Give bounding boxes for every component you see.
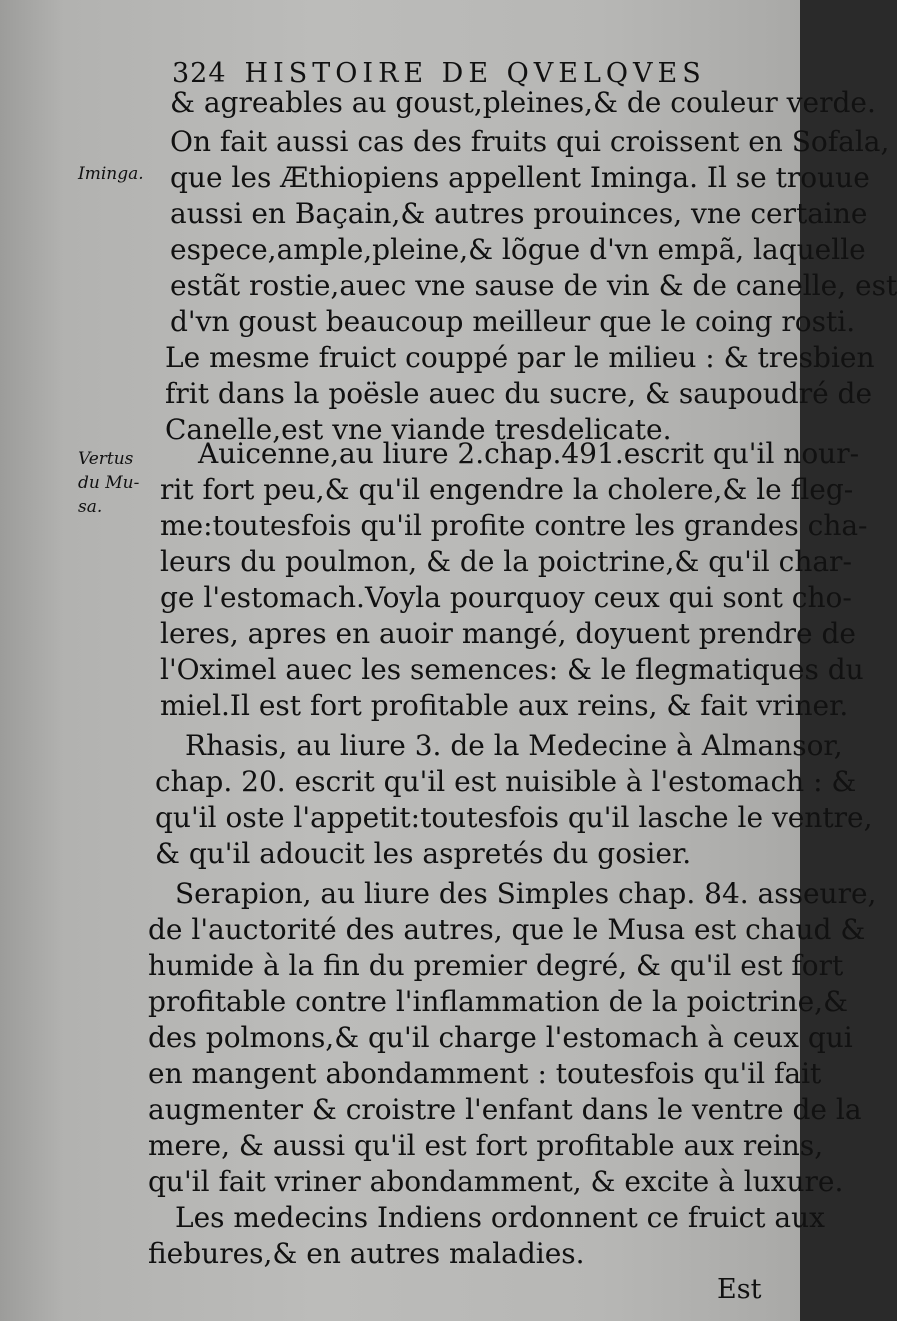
text-line: Canelle,est vne viande tresdelicate.: [165, 413, 672, 446]
text-line: l'Oximel auec les semences: & le flegmatiques du: [160, 653, 864, 686]
text-line: qu'il fait vriner abondamment, & excite à luxure.: [148, 1165, 844, 1198]
text-line: humide à la fin du premier degré, & qu'il est fort: [148, 949, 844, 982]
running-title: HISTOIRE DE QVELQVES: [244, 58, 706, 89]
margin-note-vertus-line-1: Vertus: [78, 449, 134, 469]
text-line: aussi en Baçain,& autres prouinces, vne certaine: [170, 197, 868, 230]
text-line: Serapion, au liure des Simples chap. 84. asseure,: [175, 877, 877, 910]
text-line: mere, & aussi qu'il est fort profitable aux reins,: [148, 1129, 824, 1162]
text-line: profitable contre l'inflammation de la poictrine,&: [148, 985, 848, 1018]
text-line: en mangent abondamment : toutesfois qu'il fait: [148, 1057, 822, 1090]
text-line: chap. 20. escrit qu'il est nuisible à l'estomach : &: [155, 765, 857, 798]
text-line: miel.Il est fort profitable aux reins, & fait vriner.: [160, 689, 849, 722]
text-line: & qu'il adoucit les aspretés du gosier.: [155, 837, 692, 870]
text-line: estãt rostie,auec vne sause de vin & de canelle, est: [170, 269, 897, 302]
text-line: augmenter & croistre l'enfant dans le ventre de la: [148, 1093, 862, 1126]
text-line: espece,ample,pleine,& lõgue d'vn empã, laquelle: [170, 233, 866, 266]
text-line: leurs du poulmon, & de la poictrine,& qu'il char-: [160, 545, 852, 578]
text-line: frit dans la poësle auec du sucre, & saupoudré de: [165, 377, 873, 410]
text-line: Le mesme fruict couppé par le milieu : & tresbien: [165, 341, 875, 374]
text-line: d'vn goust beaucoup meilleur que le coing rosti.: [170, 305, 856, 338]
margin-note-vertus-line-2: du Mu-: [78, 473, 140, 493]
text-line: On fait aussi cas des fruits qui croissent en Sofala,: [170, 125, 890, 158]
text-line: que les Æthiopiens appellent Iminga. Il se trouue: [170, 161, 870, 194]
page-number: 324: [172, 58, 227, 89]
text-line: & agreables au goust,pleines,& de couleur verde.: [170, 86, 876, 119]
catchword: Est: [717, 1274, 762, 1305]
text-line: ge l'estomach.Voyla pourquoy ceux qui sont cho-: [160, 581, 852, 614]
text-line: rit fort peu,& qu'il engendre la cholere,& le fleg-: [160, 473, 854, 506]
margin-note-vertus-line-3: sa.: [78, 497, 103, 517]
text-line: Auicenne,au liure 2.chap.491.escrit qu'il nour-: [198, 437, 860, 470]
text-line: Rhasis, au liure 3. de la Medecine à Almansor,: [185, 729, 843, 762]
text-line: fiebures,& en autres maladies.: [148, 1237, 585, 1270]
text-line: de l'auctorité des autres, que le Musa est chaud &: [148, 913, 866, 946]
text-line: des polmons,& qu'il charge l'estomach à ceux qui: [148, 1021, 853, 1054]
text-line: Les medecins Indiens ordonnent ce fruict aux: [175, 1201, 825, 1234]
text-line: me:toutesfois qu'il profite contre les grandes cha-: [160, 509, 868, 542]
margin-note-iminga: Iminga.: [78, 164, 144, 184]
text-line: leres, apres en auoir mangé, doyuent prendre de: [160, 617, 856, 650]
text-line: qu'il oste l'appetit:toutesfois qu'il lasche le ventre,: [155, 801, 873, 834]
